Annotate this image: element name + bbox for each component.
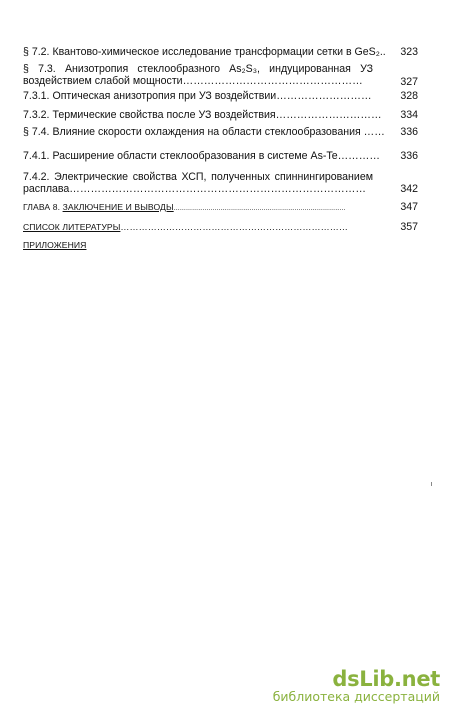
toc-entry-title-line2: воздействием слабой мощности…………………………………………… <box>23 75 363 87</box>
toc-entry-page: 328 <box>400 90 418 102</box>
toc-entry-page: 327 <box>400 76 418 88</box>
toc-entry-page: 323 <box>400 46 418 58</box>
toc-entry-title <box>23 221 348 233</box>
toc-entry-title-line1: 7.4.2. Электрические свойства ХСП, полученных спиннингированием <box>23 171 373 183</box>
scan-speck <box>431 482 432 486</box>
toc-entry-title <box>23 201 345 215</box>
toc-entry-page: 334 <box>400 109 418 121</box>
toc-entry-page: 357 <box>400 221 418 233</box>
toc-entry-title: 7.4.1. Расширение области стеклообразования в системе As-Te………… <box>23 150 380 162</box>
references-title: СПИСОК ЛИТЕРАТУРЫ <box>23 222 121 232</box>
toc-entry-title: 7.3.2. Термические свойства после УЗ воздействия………………………… <box>23 109 382 121</box>
toc-entry-page: 336 <box>400 150 418 162</box>
toc-entry-title: § 7.4. Влияние скорости охлаждения на области стеклообразования …… <box>23 126 385 138</box>
leader-dots: .................................................................................... <box>173 205 346 212</box>
watermark-logo: dsLib.net <box>332 667 440 691</box>
chapter-title: ЗАКЛЮЧЕНИЕ И ВЫВОДЫ <box>62 202 174 212</box>
leader-dots: ………………………………………………………………… <box>120 222 348 232</box>
toc-entry-page: 347 <box>400 201 418 213</box>
toc-entry-page: 342 <box>400 183 418 195</box>
appendices-title: ПРИЛОЖЕНИЯ <box>23 240 87 250</box>
toc-entry-title: § 7.2. Квантово-химическое исследование трансформации сетки в GeS₂.. <box>23 46 386 58</box>
toc-entry-title: 7.3.1. Оптическая анизотропия при УЗ воздействии……………………… <box>23 90 372 102</box>
watermark <box>273 668 440 704</box>
toc-entry-page: 336 <box>400 126 418 138</box>
watermark-subtitle: библиотека диссертаций <box>272 689 440 704</box>
toc-entry-title-line1: § 7.3. Анизотропия стеклообразного As₂S₃, индуцированная УЗ <box>23 63 373 75</box>
toc-entry-title-line2: расплава………………………………………………………………………… <box>23 183 366 195</box>
chapter-prefix: ГЛАВА 8. <box>23 202 63 212</box>
